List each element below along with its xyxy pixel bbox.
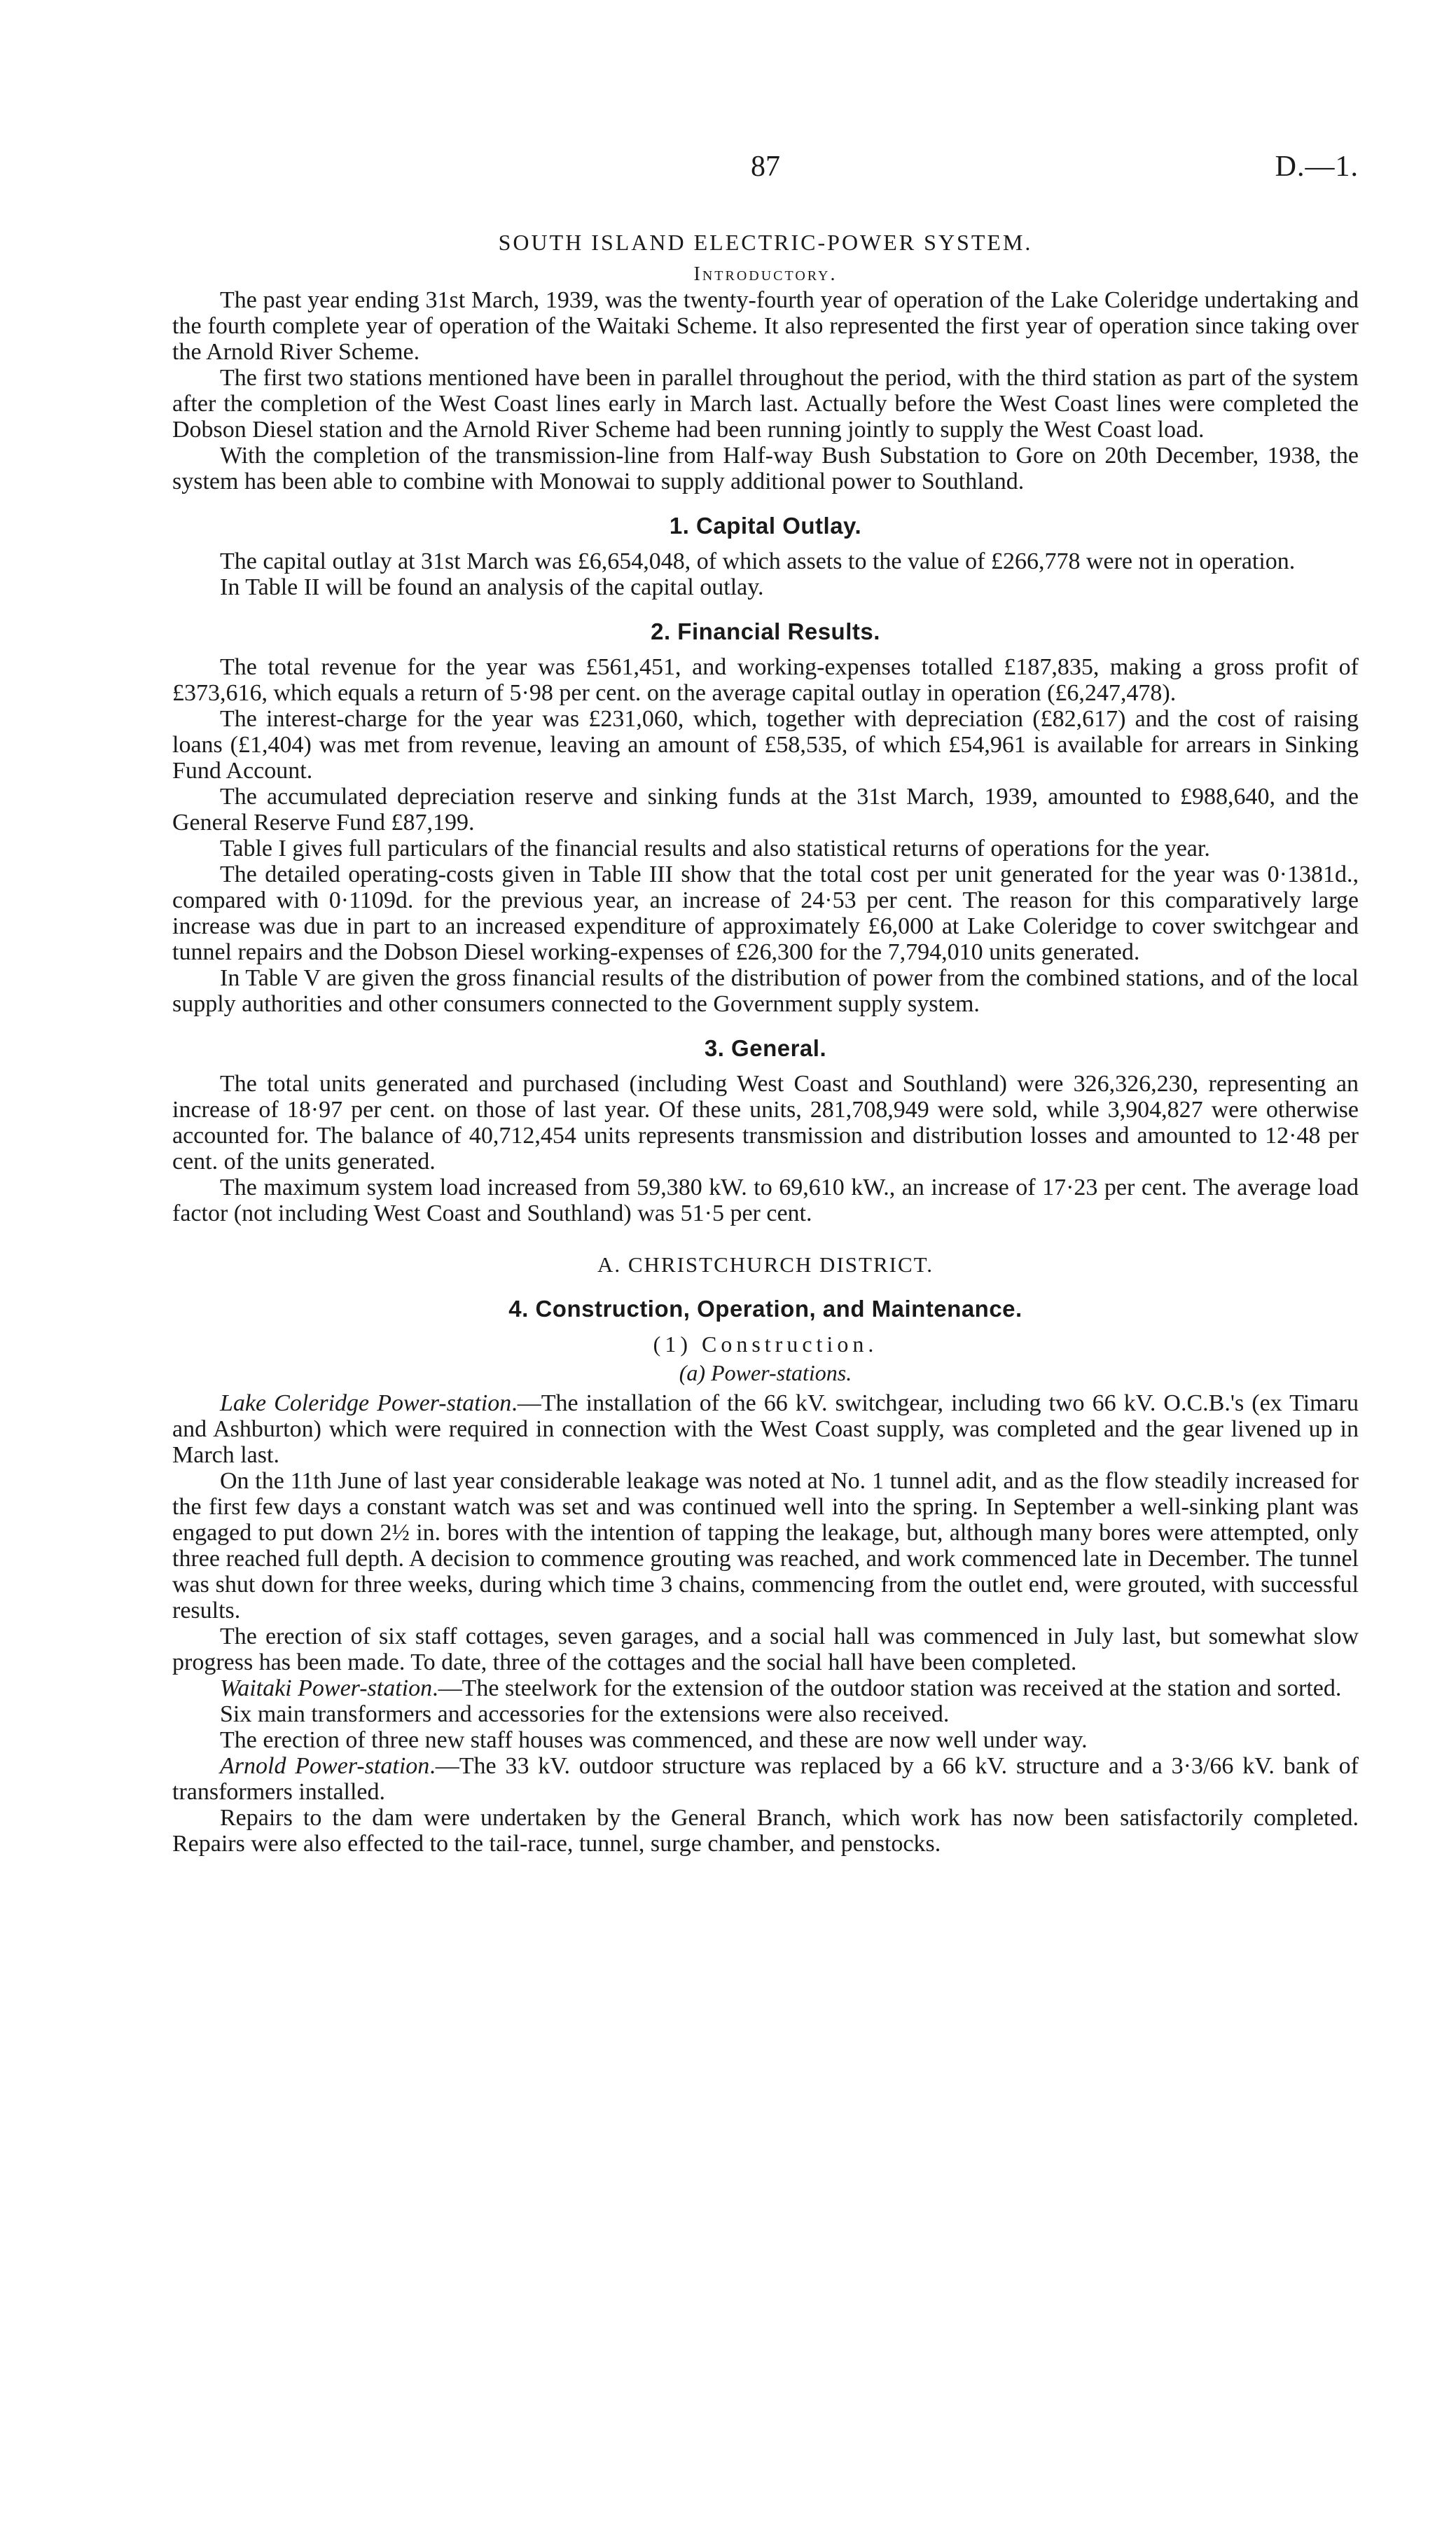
document-page	[172, 151, 1359, 1857]
paragraph: The total revenue for the year was £561,451, and working-expenses totalled £187,835, making a gross profit of £373,616, which equals a return of 5·98 per cent. on the average capital outlay in operation (£6,247,478).	[172, 654, 1359, 706]
paragraph: The erection of six staff cottages, seven garages, and a social hall was commenced in July last, but somewhat slow progress has been made. To date, three of the cottages and the social hall have been completed.	[172, 1623, 1359, 1675]
paragraph: With the completion of the transmission-line from Half-way Bush Substation to Gore on 20th December, 1938, the system has been able to combine with Monowai to supply additional power to Southland.	[172, 443, 1359, 494]
district-heading: A. CHRISTCHURCH DISTRICT.	[597, 1252, 934, 1277]
section-heading-construction: 4. Construction, Operation, and Maintenance.	[508, 1296, 1022, 1322]
paragraph-text: .—The steelwork for the extension of the outdoor station was received at the station and sorted.	[432, 1675, 1342, 1701]
paragraph: The capital outlay at 31st March was £6,654,048, of which assets to the value of £266,778 were not in operation.	[220, 548, 1296, 574]
paragraph: The interest-charge for the year was £231,060, which, together with depreciation (£82,617) and the cost of raising loans (£1,404) was met from revenue, leaving an amount of £58,535, of which £54,961 is available for arrears in Sinking Fund Account.	[172, 706, 1359, 784]
paragraph: The erection of three new staff houses was commenced, and these are now well under way.	[220, 1727, 1088, 1753]
subheading-construction: (1) Construction.	[653, 1331, 878, 1357]
financial-results-section	[172, 654, 1359, 1017]
paragraph: The accumulated depreciation reserve and sinking funds at the 31st March, 1939, amounted to £988,640, and the General Reserve Fund £87,199.	[172, 784, 1359, 836]
construction-section	[172, 1390, 1359, 1857]
paragraph: Six main transformers and accessories for the extensions were also received.	[220, 1701, 950, 1727]
introductory-heading: Introductory.	[693, 263, 838, 285]
section-heading-general: 3. General.	[704, 1035, 827, 1061]
paragraph-arnold	[172, 1753, 1359, 1805]
paragraph: Repairs to the dam were undertaken by the General Branch, which work has now been satisfactorily completed. Repairs were also effected to the tail-race, tunnel, surge chamber, and penstocks.	[172, 1805, 1359, 1857]
general-section	[172, 1071, 1359, 1226]
section-heading-capital-outlay: 1. Capital Outlay.	[669, 513, 862, 539]
paragraph: The total units generated and purchased (including West Coast and Southland) were 326,326,230, representing an increase of 18·97 per cent. on those of last year. Of these units, 281,708,949 were sold, while 3,904,827 were otherwise accounted for. The balance of 40,712,454 units represents transmission and distribution losses and amounted to 12·48 per cent. of the units generated.	[172, 1071, 1359, 1175]
run-in-heading: Arnold Power-station	[220, 1753, 430, 1779]
section-heading-financial-results: 2. Financial Results.	[651, 618, 880, 644]
paragraph: On the 11th June of last year considerable leakage was noted at No. 1 tunnel adit, and as the flow steadily increased for the first few days a constant watch was set and was continued well into the spring. In September a well-sinking plant was engaged to put down 2½ in. bores with the intention of tapping the leakage, but, although many bores were attempted, only three reached full depth. A decision to commence grouting was reached, and work commenced late in December. The tunnel was shut down for three weeks, during which time 3 chains, commencing from the outlet end, were grouted, with successful results.	[172, 1468, 1359, 1623]
paragraph: In Table II will be found an analysis of the capital outlay.	[220, 574, 764, 600]
paragraph: The maximum system load increased from 59,380 kW. to 69,610 kW., an increase of 17·23 per cent. The average load factor (not including West Coast and Southland) was 51·5 per cent.	[172, 1175, 1359, 1226]
paragraph-lake-coleridge	[172, 1390, 1359, 1468]
paragraph-text: .—The installation of the 66 kV. switchgear, including two 66 kV. O.C.B.'s (ex Timaru and Ashburton) which were required in connection with the West Coast supply, was completed and the gear livened up in March last.	[172, 1390, 1359, 1468]
paragraph: The first two stations mentioned have been in parallel throughout the period, with the third station as part of the system after the completion of the West Coast lines early in March last. Actually before the West Coast lines were completed the Dobson Diesel station and the Arnold River Scheme had been running jointly to supply the West Coast load.	[172, 365, 1359, 443]
paragraph: Table I gives full particulars of the financial results and also statistical returns of operations for the year.	[220, 836, 1210, 861]
page-header	[172, 151, 1359, 196]
page-number: 87	[751, 151, 780, 183]
document-reference: D.—1.	[1275, 151, 1359, 183]
capital-outlay-section	[172, 548, 1359, 600]
paragraph: The past year ending 31st March, 1939, was the twenty-fourth year of operation of the Lake Coleridge undertaking and the fourth complete year of operation of the Waitaki Scheme. It also represented the first year of operation since taking over the Arnold River Scheme.	[172, 287, 1359, 365]
paragraph: The detailed operating-costs given in Table III show that the total cost per unit generated for the year was 0·1381d., compared with 0·1109d. for the previous year, an increase of 24·53 per cent. The reason for this comparatively large increase was due in part to an increased expenditure of approximately £6,000 at Lake Coleridge to cover switchgear and tunnel repairs and the Dobson Diesel working-expenses of £26,300 for the 7,794,010 units generated.	[172, 861, 1359, 965]
paragraph-waitaki	[172, 1675, 1359, 1701]
run-in-heading: Lake Coleridge Power-station	[220, 1390, 512, 1416]
run-in-heading: Waitaki Power-station	[220, 1675, 433, 1701]
paragraph: In Table V are given the gross financial results of the distribution of power from the combined stations, and of the local supply authorities and other consumers connected to the Government supply system.	[172, 965, 1359, 1017]
document-title: SOUTH ISLAND ELECTRIC-POWER SYSTEM.	[498, 230, 1033, 255]
paragraph-text: .—The 33 kV. outdoor structure was replaced by a 66 kV. structure and a 3·3/66 kV. bank of transformers installed.	[172, 1753, 1359, 1805]
subheading-power-stations: (a) Power-stations.	[679, 1360, 852, 1385]
introductory-section	[172, 287, 1359, 494]
